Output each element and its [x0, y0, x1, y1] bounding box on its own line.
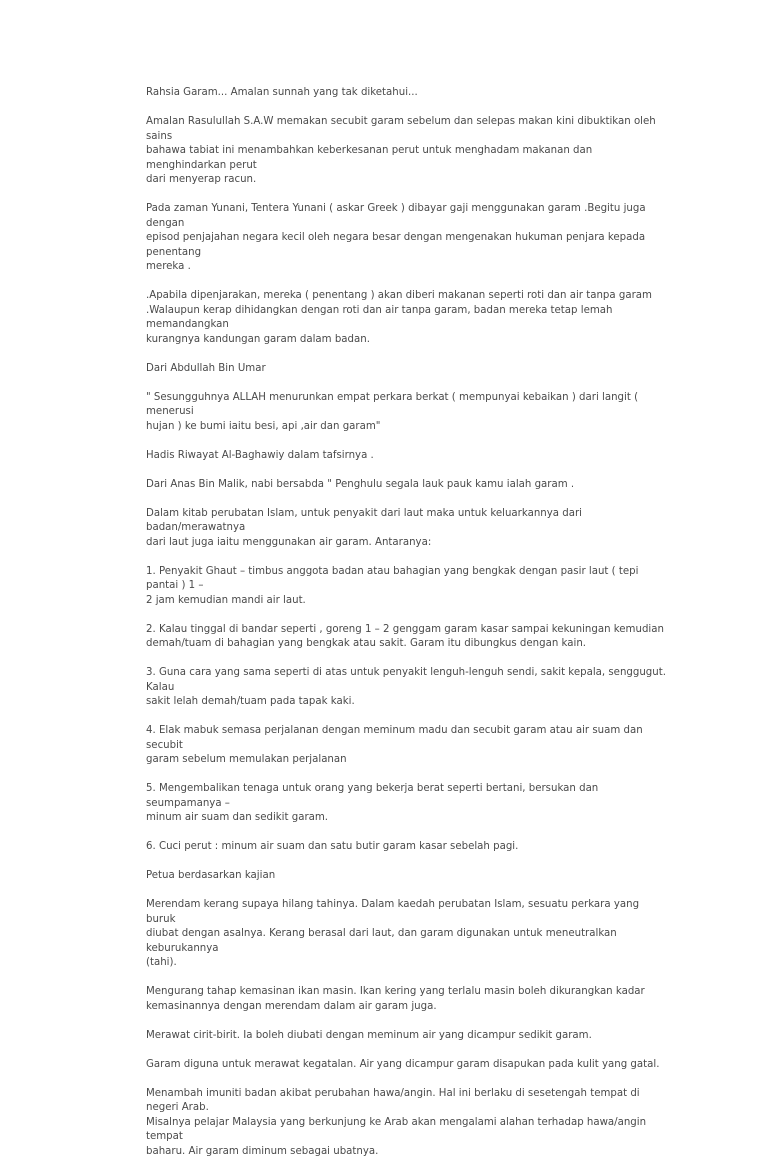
paragraph: Pada zaman Yunani, Tentera Yunani ( askar Greek ) dibayar gaji menggunakan garam .Begitu juga dengan episod penjajahan negara kecil oleh negara besar dengan mengenakan hukuman penjara kepada penentang mereka .	[146, 203, 646, 272]
list-item: 6. Cuci perut : minum air suam dan satu butir garam kasar sebelah pagi.	[146, 841, 519, 852]
paragraph: " Sesungguhnya ALLAH menurunkan empat perkara berkat ( mempunyai kebaikan ) dari langit ( menerusi hujan ) ke bumi iaitu besi, api ,air dan garam"	[146, 391, 639, 432]
paragraph: Mengurang tahap kemasinan ikan masin. Ikan kering yang terlalu masin boleh dikurangkan kadar kemasinannya dengan merendam dalam air garam juga.	[146, 986, 645, 1012]
list-item: 5. Mengembalikan tenaga untuk orang yang bekerja berat seperti bertani, bersukan dan seumpamanya – minum air suam dan sedikit garam.	[146, 783, 599, 823]
paragraph: Dari Anas Bin Malik, nabi bersabda " Penghulu segala lauk pauk kamu ialah garam .	[146, 478, 575, 490]
list-item: 2. Kalau tinggal di bandar seperti , goreng 1 – 2 genggam garam kasar sampai kekuningan kemudian demah/tuam di bahagian yang bengkak atau sakit. Garam itu dibungkus dengan kain.	[146, 623, 664, 649]
paragraph: Amalan Rasulullah S.A.W memakan secubit garam sebelum dan selepas makan kini dibuktikan oleh sains bahawa tabiat ini menambahkan keberkesanan perut untuk menghadam makanan dan menghindarkan perut dari menyerap racun.	[146, 116, 656, 185]
document-page	[146, 86, 666, 1174]
list-item: 4. Elak mabuk semasa perjalanan dengan meminum madu dan secubit garam atau air suam dan secubit garam sebelum memulakan perjalanan	[146, 725, 643, 765]
paragraph: Dalam kitab perubatan Islam, untuk penyakit dari laut maka untuk keluarkannya dari badan/merawatnya dari laut juga iaitu menggunakan air garam. Antaranya:	[146, 507, 582, 548]
paragraph: Merendam kerang supaya hilang tahinya. Dalam kaedah perubatan Islam, sesuatu perkara yang buruk diubat dengan asalnya. Kerang berasal dari laut, dan garam digunakan untuk meneutralkan keburukannya (tahi).	[146, 899, 640, 968]
paragraph: Menambah imuniti badan akibat perubahan hawa/angin. Hal ini berlaku di sesetengah tempat di negeri Arab. Misalnya pelajar Malaysia yang berkunjung ke Arab akan mengalami alahan terhadap hawa/angin tempat baharu. Air garam diminum sebagai ubatnya.	[146, 1087, 647, 1157]
paragraph: Hadis Riwayat Al-Baghawiy dalam tafsirnya .	[146, 449, 374, 461]
paragraph: .Apabila dipenjarakan, mereka ( penentang ) akan diberi makanan seperti roti dan air tanpa garam .Walaupun kerap dihidangkan dengan roti dan air tanpa garam, badan mereka tetap lemah memandangkan kurangnya kandungan garam dalam badan.	[146, 290, 652, 345]
document-title: Rahsia Garam... Amalan sunnah yang tak diketahui...	[146, 87, 418, 98]
paragraph: Garam diguna untuk merawat kegatalan. Air yang dicampur garam disapukan pada kulit yang gatal.	[146, 1058, 660, 1070]
paragraph: Merawat cirit-birit. Ia boleh diubati dengan meminum air yang dicampur sedikit garam.	[146, 1029, 592, 1041]
list-item: 1. Penyakit Ghaut – timbus anggota badan atau bahagian yang bengkak dengan pasir laut ( tepi pantai ) 1 – 2 jam kemudian mandi air laut.	[146, 565, 639, 606]
list-item: 3. Guna cara yang sama seperti di atas untuk penyakit lenguh-lenguh sendi, sakit kepala, senggugut. Kalau sakit lelah demah/tuam pada tapak kaki.	[146, 667, 666, 707]
paragraph: Dari Abdullah Bin Umar	[146, 362, 266, 374]
section-heading: Petua berdasarkan kajian	[146, 870, 276, 881]
